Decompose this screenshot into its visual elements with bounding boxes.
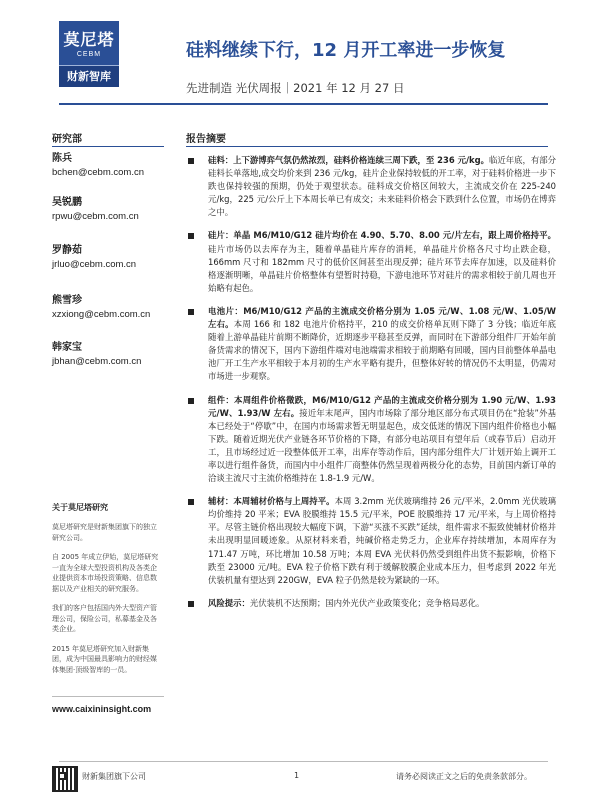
bullet-square-icon: [188, 233, 194, 239]
about-section: [52, 502, 162, 684]
analyst-name: 罗静茹: [52, 245, 82, 256]
sidebar-section-title: 研究部: [52, 134, 82, 145]
summary-item-body: 本周 166 和 182 电池片价格持平，210 的成交价格单瓦则下降了 3 分钱；临近年底随着上游单晶硅片前期不断降价，近期逐步平稳甚至反弹，而同时在下游部分组件厂开始年前备货需求的情况下，国内下游组件端对电池端需求相较于前期略有回暖，国内目前整体单晶电池厂开工生产水平相较于本月初的生产水平略有提升，但整体好转的情况仍不太明显，仍需对市场进一步观察。: [208, 319, 556, 382]
bullet-square-icon: [188, 601, 194, 607]
summary-item-lead: 硅片：单晶 M6/M10/G12 硅片均价在 4.90、5.70、8.00 元/片左右，跟上周价格持平。: [208, 230, 556, 241]
summary-item-risk: [186, 597, 556, 610]
analyst-name: 吴锐鹏: [52, 197, 82, 208]
analyst-email[interactable]: xzxiong@cebm.com.cn: [52, 309, 151, 320]
analyst-card: [52, 244, 172, 272]
analyst-email[interactable]: jbhan@cebm.com.cn: [52, 356, 142, 367]
footer-disclaimer: 请务必阅读正文之后的免责条款部分。: [396, 772, 532, 781]
summary-item-body: 本周 3.2mm 光伏玻璃维持 26 元/平米，2.0mm 光伏玻璃均价维持 20 平米；EVA 胶膜维持 15.5 元/平米，POE 胶膜维持 17 元/平米，与上周价格持平。尽管主链价格出现较大幅度下调，下游“买涨不买跌”延续，组件需求不振致使辅材价格并未出现明显回暖迹象。从原材料来看，纯碱价格走势乏力，企业库存持续增加，本周库存为 171.47 万吨，环比增加 10.58 万吨；本周 EVA 光伏料仍然受到组件出货不振影响，价格下跌至 23000 元/吨。EVA 粒子价格下跌有利于缓解胶膜企业成本压力，但考虑到 2022 年光伏装机量有望达到 220GW，EVA 粒子仍然是较为紧缺的一环。: [208, 496, 557, 585]
brand-name-en: CEBM: [76, 51, 102, 58]
summary-section-divider: [186, 146, 548, 147]
summary-item-lead: 硅料：上下游博弈气氛仍然浓烈，硅料价格连续三周下跌，至 236 元/kg。: [208, 155, 489, 165]
page-number: 1: [294, 771, 300, 780]
summary-item-lead: 辅材：本周辅材价格与上周持平。: [208, 496, 335, 507]
summary-item-body: 接近年末尾声，国内市场除了部分地区部分布式项目仍在“抢装”外基本已经处于“停歇”中，在国内市场需求暂无明显起色，成交低迷的情况下国内组件价格也小幅下跌。随着近期光伏产业链各环节价格的下降，有部分电站项目有望年后（或春节后）启动开工，且市场经过近一段整体低开工率，出库存等动作后，国内部分组件大厂计划开始上调开工率以进行组件备货，而国内中小组件厂商整体仍然呈现着两极分化的态势，目前国内新订单的洽谈主流尺寸主流价格维持在 1.8-1.9 元/W。: [208, 407, 556, 484]
analyst-name: 韩家宝: [52, 342, 82, 353]
footer-divider: [59, 761, 548, 762]
about-paragraph: 莫尼塔研究是财新集团旗下的独立研究公司。: [52, 523, 157, 542]
bullet-square-icon: [188, 398, 194, 404]
website-link[interactable]: www.caixininsight.com: [52, 704, 152, 714]
summary-item-wafer: [186, 229, 556, 294]
summary-item-lead: 组件：本周组件价格微跌，M6/M10/G12 产品的主流成交价格分别为 1.90 元/W、1.93 元/W、1.93/W 左右。: [208, 394, 556, 418]
page-title: 硅料继续下行，12 月开工率进一步恢复: [186, 40, 506, 61]
analyst-card: [52, 294, 172, 322]
summary-item-body: 硅片市场仍以去库存为主，随着单晶硅片库存的消耗，单晶硅片价格各尺寸均止跌企稳，166mm 尺寸和 182mm 尺寸的低价区间甚至出现反弹；硅片环节去库存加速，以及硅料价格逐渐明晰，单晶硅片价格整体有望暂时持稳，下游电池环节对硅片的需求相较于前几周也开始略有起色。: [208, 243, 556, 293]
bullet-square-icon: [188, 309, 194, 315]
brand-name-cn: 莫尼塔: [63, 30, 115, 49]
summary-section-title: 报告摘要: [186, 134, 226, 145]
sidebar-section-divider: [52, 146, 164, 147]
about-title: 关于莫尼塔研究: [52, 503, 108, 512]
analyst-name: 熊雪珍: [52, 295, 82, 306]
analyst-email[interactable]: jrluo@cebm.com.cn: [52, 259, 137, 270]
summary-item-auxiliary: [186, 495, 556, 587]
summary-item-body: 光伏装机不达预期；国内外光伏产业政策变化；竞争格局恶化。: [249, 597, 485, 608]
summary-item-body: 临近年底，有部分硅料长单落地,成交均价来到 236 元/kg，硅片企业保持较低的开工率，对于硅料价格进一步下跌也保持较强的预期，仍处于观望状态。硅料成交价格区间较大，主流成交价在 225-240 元/kg，225 元/公斤上下本周长单已有成交；未来硅料价格会下跌到什么位置，市场仍在博弈之中。: [208, 155, 557, 218]
analyst-name: 陈兵: [52, 153, 72, 164]
summary-item-lead: 风险提示：: [208, 597, 250, 608]
analyst-card: [52, 196, 172, 224]
analyst-email[interactable]: rpwu@cebm.com.cn: [52, 211, 139, 222]
brand-logo: [59, 21, 119, 87]
about-paragraph: 自 2005 年成立伊始，莫尼塔研究一直为全球大型投资机构及各类企业提供资本市场投资策略、信息数据以及产业相关的研究服务。: [52, 553, 159, 593]
about-paragraph: 我们的客户包括国内外大型资产管理公司，保险公司，私募基金及各类企业。: [52, 604, 157, 633]
analyst-email[interactable]: bchen@cebm.com.cn: [52, 167, 145, 178]
header-divider: [59, 103, 548, 105]
brand-band: [59, 65, 119, 87]
qr-finder-icon: [58, 772, 66, 780]
bullet-square-icon: [188, 158, 194, 164]
summary-item-silicon: [186, 154, 556, 219]
brand-band-label: 财新智库: [67, 70, 111, 83]
summary-item-module: [186, 394, 556, 486]
qr-code-icon: [52, 766, 78, 792]
summary-item-lead: 电池片：M6/M10/G12 产品的主流成交价格分别为 1.05 元/W、1.08 元/W、1.05/W 左右。: [208, 305, 556, 330]
summary-item-cell: [186, 305, 556, 384]
report-subtitle: 先进制造 光伏周报｜2021 年 12 月 27 日: [186, 81, 405, 95]
summary-list: [186, 154, 556, 620]
website-divider: [52, 696, 164, 697]
bullet-square-icon: [188, 499, 194, 505]
analyst-card: [52, 341, 172, 369]
footer-company: 财新集团旗下公司: [82, 772, 146, 781]
about-paragraph: 2015 年莫尼塔研究加入财新集团，成为中国最具影响力的财经媒体集团·顶级智库的一员。: [52, 644, 157, 674]
analyst-card: [52, 152, 172, 180]
